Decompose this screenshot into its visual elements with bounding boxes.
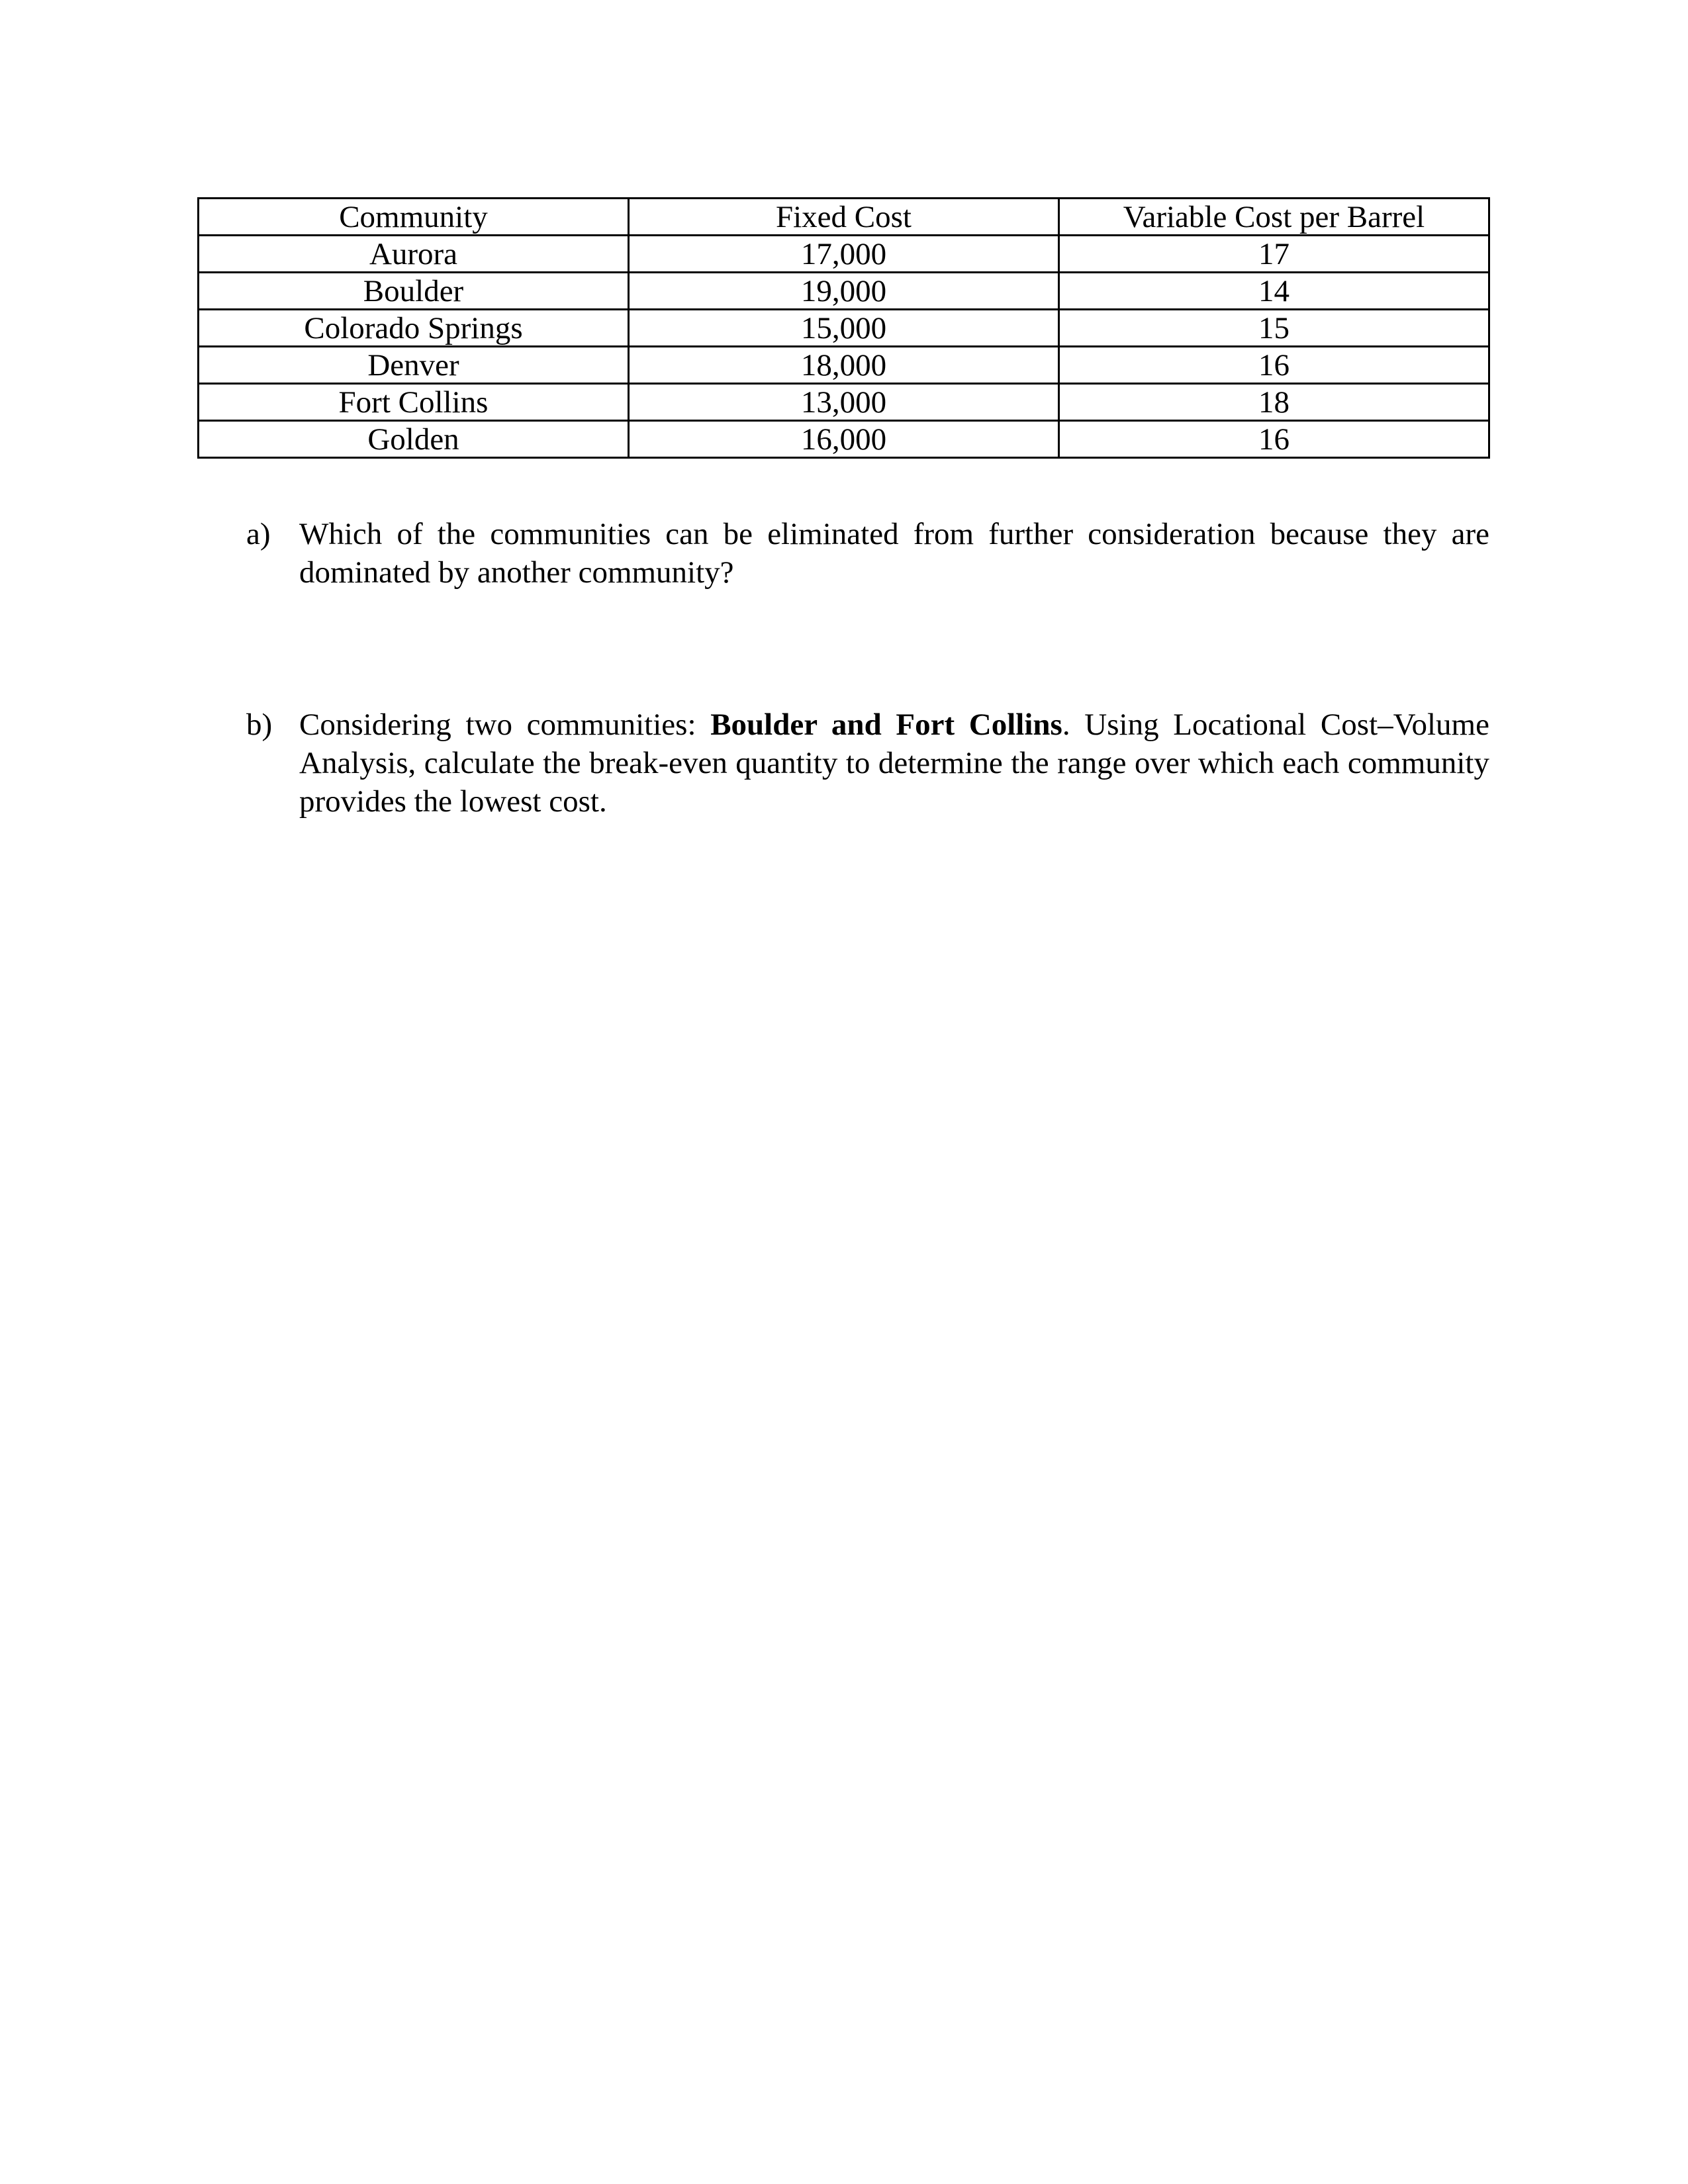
cell-variable-cost: 17	[1059, 236, 1489, 273]
question-a	[246, 515, 1489, 592]
table-row	[199, 384, 1489, 421]
question-a-marker: a)	[246, 517, 271, 551]
cell-community: Golden	[199, 421, 629, 458]
question-b	[246, 705, 1489, 821]
cell-variable-cost: 18	[1059, 384, 1489, 421]
question-b-marker: b)	[246, 707, 273, 742]
cell-fixed-cost: 19,000	[629, 273, 1059, 310]
cell-fixed-cost: 17,000	[629, 236, 1059, 273]
cell-fixed-cost: 18,000	[629, 347, 1059, 384]
community-cost-table	[197, 197, 1490, 459]
question-b-text-after: . Using Locational Cost–Volume Analysis, calculate the break-even quantity to determine the range over which each community provides the lowest cost.	[299, 707, 1489, 819]
header-variable-cost: Variable Cost per Barrel	[1059, 199, 1489, 236]
header-fixed-cost: Fixed Cost	[629, 199, 1059, 236]
question-b-bold-communities: Boulder and Fort Collins	[710, 707, 1062, 742]
question-a-text: Which of the communities can be eliminated from further consideration because they are dominated by another community?	[299, 517, 1489, 590]
cell-fixed-cost: 13,000	[629, 384, 1059, 421]
question-b-text	[299, 705, 1489, 821]
cell-variable-cost: 15	[1059, 310, 1489, 347]
table-row	[199, 421, 1489, 458]
cell-fixed-cost: 15,000	[629, 310, 1059, 347]
table-row	[199, 273, 1489, 310]
question-b-text-before: Considering two communities:	[299, 707, 711, 742]
cell-community: Colorado Springs	[199, 310, 629, 347]
table-row	[199, 347, 1489, 384]
table-header-row	[199, 199, 1489, 236]
table-row	[199, 310, 1489, 347]
cell-community: Aurora	[199, 236, 629, 273]
cell-community: Denver	[199, 347, 629, 384]
cell-community: Boulder	[199, 273, 629, 310]
cell-fixed-cost: 16,000	[629, 421, 1059, 458]
cell-variable-cost: 16	[1059, 347, 1489, 384]
cell-variable-cost: 16	[1059, 421, 1489, 458]
cell-variable-cost: 14	[1059, 273, 1489, 310]
cell-community: Fort Collins	[199, 384, 629, 421]
table-row	[199, 236, 1489, 273]
header-community: Community	[199, 199, 629, 236]
